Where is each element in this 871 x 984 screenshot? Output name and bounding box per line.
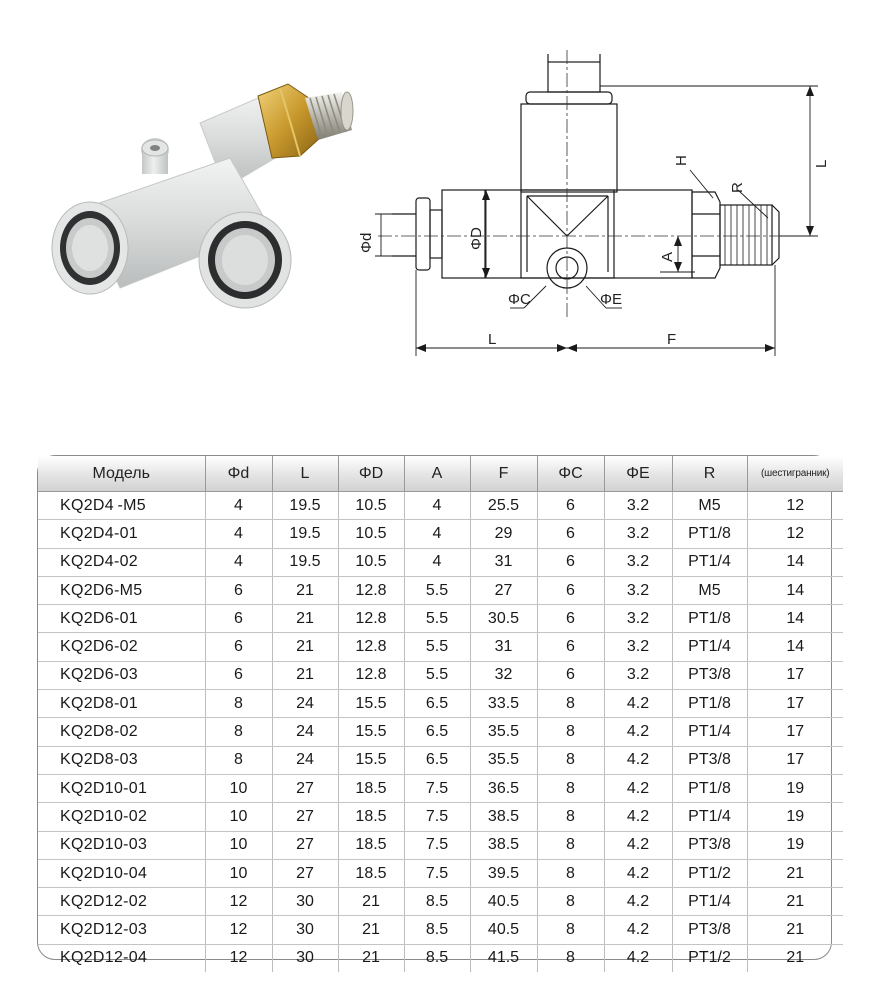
cell-E: 4.2 [604,888,672,916]
cell-hex: 19 [747,774,843,802]
cell-hex: 21 [747,888,843,916]
cell-F: 27 [470,576,537,604]
cell-model: KQ2D8-03 [38,746,205,774]
cell-hex: 21 [747,916,843,944]
cell-R: PT1/4 [672,633,747,661]
cell-F: 31 [470,633,537,661]
drawing-label-R: R [729,182,746,193]
table-row [38,492,843,520]
cell-hex: 12 [747,492,843,520]
cell-E: 4.2 [604,944,672,972]
cell-d: 10 [205,859,272,887]
technical-drawing [348,50,830,370]
cell-E: 3.2 [604,605,672,633]
drawing-label-d: Φd [358,232,375,253]
cell-L: 21 [272,576,338,604]
cell-C: 8 [537,718,604,746]
cell-R: PT3/8 [672,916,747,944]
table-header-row [38,456,843,492]
cell-F: 35.5 [470,746,537,774]
drawing-label-L-horizontal: L [488,331,497,348]
cell-R: PT1/8 [672,774,747,802]
cell-D: 21 [338,944,404,972]
cell-model: KQ2D6-M5 [38,576,205,604]
table-row [38,916,843,944]
cell-L: 19.5 [272,492,338,520]
cell-hex: 17 [747,718,843,746]
cell-L: 21 [272,605,338,633]
cell-E: 4.2 [604,746,672,774]
cell-hex: 14 [747,605,843,633]
cell-F: 35.5 [470,718,537,746]
cell-C: 8 [537,831,604,859]
table-row [38,690,843,718]
cell-L: 27 [272,859,338,887]
cell-F: 39.5 [470,859,537,887]
header-model: Модель [38,456,205,492]
cell-D: 10.5 [338,520,404,548]
cell-R: PT1/4 [672,888,747,916]
cell-model: KQ2D6-01 [38,605,205,633]
cell-E: 4.2 [604,690,672,718]
cell-hex: 17 [747,690,843,718]
cell-D: 18.5 [338,774,404,802]
cell-R: PT1/2 [672,944,747,972]
cell-F: 41.5 [470,944,537,972]
cell-A: 6.5 [404,690,470,718]
table-row [38,718,843,746]
table-row [38,520,843,548]
cell-A: 6.5 [404,746,470,774]
cell-D: 15.5 [338,746,404,774]
cell-F: 32 [470,661,537,689]
cell-hex: 21 [747,859,843,887]
drawing-label-L-vertical: L [813,159,830,168]
drawing-top-collar [526,92,612,104]
cell-E: 4.2 [604,803,672,831]
cell-E: 4.2 [604,831,672,859]
cell-A: 5.5 [404,576,470,604]
cell-model: KQ2D4-02 [38,548,205,576]
cell-L: 27 [272,803,338,831]
cell-L: 19.5 [272,520,338,548]
header-R: R [672,456,747,492]
cell-C: 8 [537,916,604,944]
cell-A: 8.5 [404,916,470,944]
cell-model: KQ2D12-03 [38,916,205,944]
table-row [38,803,843,831]
drawing-label-H: H [673,155,690,166]
cell-F: 40.5 [470,888,537,916]
cell-D: 12.8 [338,633,404,661]
cell-L: 30 [272,944,338,972]
cell-d: 4 [205,548,272,576]
drawing-label-D: ΦD [468,227,485,250]
cell-d: 10 [205,803,272,831]
header-A: A [404,456,470,492]
header-hex: (шестигранник) [747,456,843,492]
cell-F: 33.5 [470,690,537,718]
table-row [38,831,843,859]
cell-F: 38.5 [470,803,537,831]
cell-D: 21 [338,916,404,944]
cell-d: 12 [205,944,272,972]
cell-d: 6 [205,576,272,604]
cell-model: KQ2D6-03 [38,661,205,689]
cell-L: 21 [272,633,338,661]
cell-model: KQ2D12-04 [38,944,205,972]
cell-E: 3.2 [604,548,672,576]
cell-model: KQ2D6-02 [38,633,205,661]
cell-C: 8 [537,944,604,972]
cell-D: 18.5 [338,831,404,859]
cell-F: 40.5 [470,916,537,944]
cell-C: 6 [537,605,604,633]
cell-hex: 14 [747,548,843,576]
cell-D: 15.5 [338,718,404,746]
cell-L: 27 [272,774,338,802]
header-d: Φd [205,456,272,492]
cell-A: 8.5 [404,944,470,972]
cell-L: 27 [272,831,338,859]
cell-d: 8 [205,718,272,746]
drawing-label-A: A [659,251,676,262]
cell-D: 15.5 [338,690,404,718]
cell-hex: 19 [747,803,843,831]
cell-F: 38.5 [470,831,537,859]
table-row [38,605,843,633]
cell-R: M5 [672,576,747,604]
cell-C: 6 [537,576,604,604]
table-row [38,661,843,689]
cell-d: 12 [205,888,272,916]
cell-L: 24 [272,746,338,774]
cell-E: 3.2 [604,576,672,604]
header-D: ΦD [338,456,404,492]
cell-F: 29 [470,520,537,548]
cell-model: KQ2D10-03 [38,831,205,859]
cell-R: M5 [672,492,747,520]
cell-R: PT1/8 [672,520,747,548]
cell-E: 3.2 [604,492,672,520]
cell-model: KQ2D4-01 [38,520,205,548]
cell-C: 6 [537,661,604,689]
table-row [38,774,843,802]
cell-F: 30.5 [470,605,537,633]
cell-hex: 14 [747,576,843,604]
table-body [38,492,843,973]
cell-A: 8.5 [404,888,470,916]
cell-E: 4.2 [604,859,672,887]
cell-C: 6 [537,492,604,520]
cell-d: 4 [205,492,272,520]
cell-L: 19.5 [272,548,338,576]
cell-R: PT1/4 [672,718,747,746]
cell-d: 6 [205,605,272,633]
cell-L: 21 [272,661,338,689]
cell-D: 18.5 [338,803,404,831]
cell-A: 7.5 [404,831,470,859]
cell-R: PT3/8 [672,661,747,689]
cell-A: 5.5 [404,633,470,661]
cell-A: 4 [404,520,470,548]
cell-hex: 19 [747,831,843,859]
cell-hex: 21 [786,949,805,967]
cell-F: 25.5 [470,492,537,520]
cell-R: PT3/8 [672,746,747,774]
cell-model: KQ2D12-02 [38,888,205,916]
cell-E: 3.2 [604,633,672,661]
cell-C: 6 [537,520,604,548]
table-row [38,633,843,661]
cell-hex: 17 [747,661,843,689]
table-row [38,746,843,774]
product-photo [30,78,370,313]
cell-R: PT1/8 [672,690,747,718]
cell-C: 8 [537,774,604,802]
cell-A: 5.5 [404,661,470,689]
cell-A: 5.5 [404,605,470,633]
cell-D: 21 [338,888,404,916]
drawing-label-E: ΦE [600,291,622,308]
cell-R: PT1/2 [672,859,747,887]
cell-model: KQ2D8-01 [38,690,205,718]
cell-D: 12.8 [338,605,404,633]
drawing-top-stem [548,62,600,92]
cell-L: 30 [272,916,338,944]
cell-hex: 17 [747,746,843,774]
cell-R: PT1/8 [672,605,747,633]
table-row [38,888,843,916]
cell-L: 24 [272,690,338,718]
cell-A: 7.5 [404,859,470,887]
cell-R: PT1/4 [672,803,747,831]
cell-A: 7.5 [404,803,470,831]
cell-A: 4 [404,492,470,520]
cell-A: 7.5 [404,774,470,802]
header-L: L [272,456,338,492]
cell-C: 8 [537,803,604,831]
cell-E: 4.2 [604,916,672,944]
cell-D: 10.5 [338,548,404,576]
cell-d: 8 [205,690,272,718]
drawing-hex [692,192,720,278]
cell-hex: 14 [747,633,843,661]
cell-model: KQ2D10-02 [38,803,205,831]
cell-D: 12.8 [338,576,404,604]
cell-L: 24 [272,718,338,746]
cell-model: KQ2D4 -M5 [38,492,205,520]
header-F: F [470,456,537,492]
cell-C: 8 [537,859,604,887]
cell-C: 8 [537,888,604,916]
cell-E: 4.2 [604,774,672,802]
cell-hex: 12 [747,520,843,548]
spec-table [37,455,832,967]
table-row [38,576,843,604]
cell-d: 4 [205,520,272,548]
cell-C: 8 [537,690,604,718]
cell-E: 3.2 [604,520,672,548]
cell-d: 6 [205,661,272,689]
cell-R: PT3/8 [672,831,747,859]
cell-model: KQ2D10-04 [38,859,205,887]
cell-R: PT1/4 [672,548,747,576]
cell-d: 10 [205,774,272,802]
cell-D: 18.5 [338,859,404,887]
cell-A: 6.5 [404,718,470,746]
drawing-vertical-body [521,104,617,192]
cell-L: 30 [272,888,338,916]
cell-F: 31 [470,548,537,576]
header-E: ΦE [604,456,672,492]
cell-E: 4.2 [604,718,672,746]
cell-model: KQ2D10-01 [38,774,205,802]
table-row [38,859,843,887]
cell-A: 4 [404,548,470,576]
cell-C: 6 [537,548,604,576]
cell-model: KQ2D8-02 [38,718,205,746]
cell-D: 12.8 [338,661,404,689]
cell-C: 8 [537,746,604,774]
cell-d: 12 [205,916,272,944]
drawing-label-F: F [667,331,677,348]
drawing-label-C: ΦC [508,291,531,308]
header-C: ΦC [537,456,604,492]
cell-C: 6 [537,633,604,661]
cell-E: 3.2 [604,661,672,689]
cell-d: 8 [205,746,272,774]
cell-d: 6 [205,633,272,661]
cell-D: 10.5 [338,492,404,520]
table-row [38,944,843,972]
cell-d: 10 [205,831,272,859]
cell-F: 36.5 [470,774,537,802]
table-row [38,548,843,576]
